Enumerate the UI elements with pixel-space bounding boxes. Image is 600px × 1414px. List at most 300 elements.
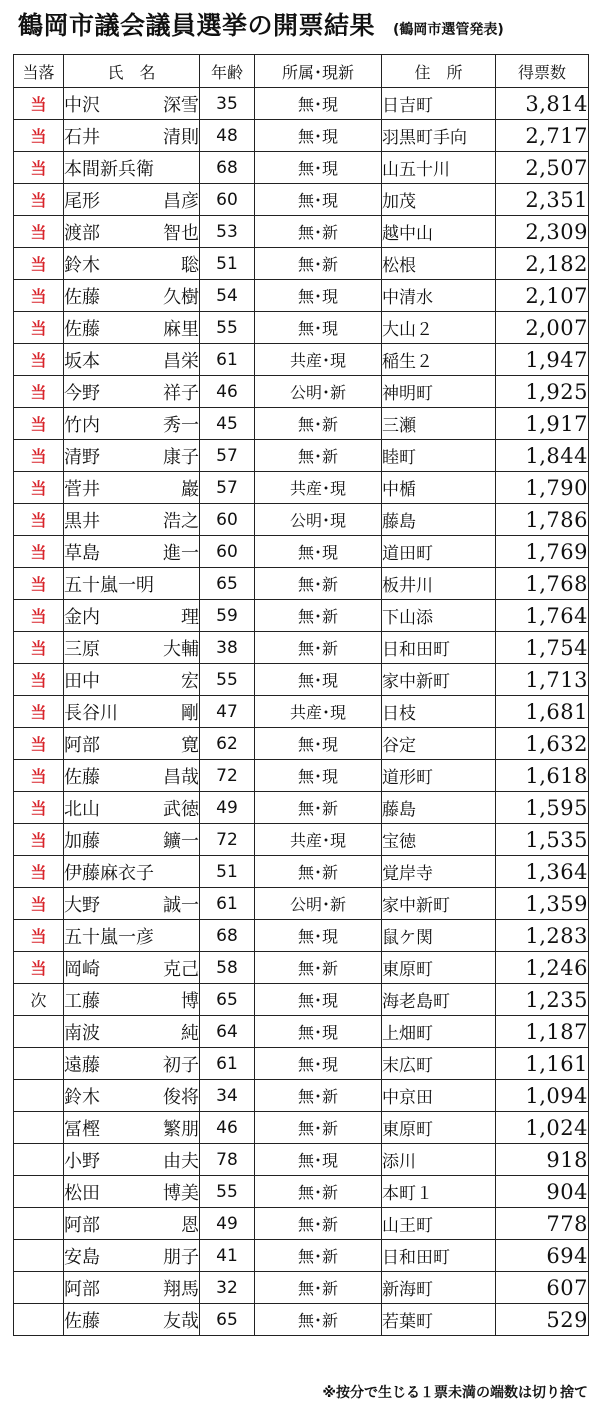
given-name: 恩 [181, 1214, 199, 1236]
table-row [14, 856, 589, 888]
candidate-name [64, 792, 200, 824]
table-row [14, 408, 589, 440]
status-mark: 当 [14, 952, 64, 984]
surname: 加藤 [64, 830, 100, 852]
table-row [14, 984, 589, 1016]
table-row [14, 1144, 589, 1176]
party-status: 無･現 [255, 1048, 382, 1080]
status-mark: 当 [14, 152, 64, 184]
candidate-address: 山五十川 [382, 152, 496, 184]
candidate-name [64, 1208, 200, 1240]
candidate-address: 鼠ケ関 [382, 920, 496, 952]
vote-count: 694 [496, 1240, 589, 1272]
status-mark: 当 [14, 344, 64, 376]
surname: 佐藤 [64, 318, 100, 340]
surname: 阿部 [64, 734, 100, 756]
candidate-name [64, 632, 200, 664]
candidate-name [64, 472, 200, 504]
candidate-address: 東原町 [382, 952, 496, 984]
status-mark [14, 1048, 64, 1080]
candidate-address: 越中山 [382, 216, 496, 248]
vote-count: 1,595 [496, 792, 589, 824]
party-status: 無･新 [255, 1272, 382, 1304]
status-mark: 当 [14, 824, 64, 856]
table-row [14, 1272, 589, 1304]
surname: 岡崎 [64, 958, 100, 980]
vote-count: 1,786 [496, 504, 589, 536]
table-row [14, 888, 589, 920]
candidate-name [64, 1176, 200, 1208]
surname: 阿部 [64, 1278, 100, 1300]
candidate-age: 61 [200, 344, 255, 376]
table-row [14, 664, 589, 696]
given-name: 翔馬 [163, 1278, 199, 1300]
surname: 遠藤 [64, 1054, 100, 1076]
candidate-name [64, 120, 200, 152]
table-row [14, 152, 589, 184]
vote-count: 1,790 [496, 472, 589, 504]
surname: 佐藤 [64, 766, 100, 788]
surname: 佐藤 [64, 1310, 100, 1332]
candidate-name [64, 536, 200, 568]
party-status: 無･現 [255, 984, 382, 1016]
candidate-age: 41 [200, 1240, 255, 1272]
party-status: 無･新 [255, 952, 382, 984]
candidate-address: 日吉町 [382, 88, 496, 120]
candidate-name [64, 408, 200, 440]
vote-count: 607 [496, 1272, 589, 1304]
vote-count: 1,187 [496, 1016, 589, 1048]
table-row [14, 728, 589, 760]
status-mark: 当 [14, 728, 64, 760]
candidate-name [64, 88, 200, 120]
status-mark: 当 [14, 664, 64, 696]
candidate-name [64, 984, 200, 1016]
candidate-address: 藤島 [382, 792, 496, 824]
table-row [14, 376, 589, 408]
given-name: 誠一 [163, 894, 199, 916]
candidate-name [64, 312, 200, 344]
given-name: 鑛一 [163, 830, 199, 852]
surname: 今野 [64, 382, 100, 404]
vote-count: 2,107 [496, 280, 589, 312]
surname: 伊藤麻衣子 [64, 862, 154, 884]
candidate-age: 60 [200, 536, 255, 568]
candidate-address: 松根 [382, 248, 496, 280]
party-status: 共産･現 [255, 344, 382, 376]
candidate-name [64, 696, 200, 728]
table-row [14, 632, 589, 664]
given-name: 巖 [181, 478, 199, 500]
party-status: 無･新 [255, 1176, 382, 1208]
party-status: 公明･新 [255, 376, 382, 408]
candidate-age: 68 [200, 920, 255, 952]
header-address: 住 所 [382, 55, 496, 88]
status-mark: 当 [14, 440, 64, 472]
table-row [14, 824, 589, 856]
candidate-name [64, 664, 200, 696]
vote-count: 1,535 [496, 824, 589, 856]
surname: 五十嵐一明 [64, 574, 154, 596]
surname: 渡部 [64, 222, 100, 244]
party-status: 無･新 [255, 1112, 382, 1144]
candidate-age: 78 [200, 1144, 255, 1176]
table-row [14, 1112, 589, 1144]
candidate-age: 62 [200, 728, 255, 760]
candidate-name [64, 1240, 200, 1272]
status-mark [14, 1208, 64, 1240]
surname: 安島 [64, 1246, 100, 1268]
candidate-age: 55 [200, 312, 255, 344]
candidate-name [64, 1304, 200, 1336]
party-status: 無･現 [255, 184, 382, 216]
given-name: 純 [181, 1022, 199, 1044]
candidate-name [64, 888, 200, 920]
party-status: 無･現 [255, 920, 382, 952]
party-status: 無･現 [255, 88, 382, 120]
results-body [14, 88, 589, 1336]
status-mark: 当 [14, 568, 64, 600]
table-row [14, 1048, 589, 1080]
party-status: 共産･現 [255, 696, 382, 728]
status-mark: 当 [14, 216, 64, 248]
vote-count: 1,768 [496, 568, 589, 600]
status-mark: 当 [14, 920, 64, 952]
table-row [14, 184, 589, 216]
surname: 黒井 [64, 510, 100, 532]
candidate-age: 32 [200, 1272, 255, 1304]
table-row [14, 312, 589, 344]
candidate-address: 道形町 [382, 760, 496, 792]
vote-count: 1,283 [496, 920, 589, 952]
candidate-address: 藤島 [382, 504, 496, 536]
given-name: 俊将 [163, 1086, 199, 1108]
vote-count: 1,769 [496, 536, 589, 568]
candidate-address: 宝徳 [382, 824, 496, 856]
given-name: 康子 [163, 446, 199, 468]
party-status: 無･新 [255, 856, 382, 888]
header-status: 当落 [14, 55, 64, 88]
candidate-address: 上畑町 [382, 1016, 496, 1048]
candidate-address: 日枝 [382, 696, 496, 728]
candidate-address: 中清水 [382, 280, 496, 312]
party-status: 無･新 [255, 408, 382, 440]
candidate-address: 羽黒町手向 [382, 120, 496, 152]
status-mark [14, 1112, 64, 1144]
given-name: 克己 [163, 958, 199, 980]
surname: 鈴木 [64, 254, 100, 276]
candidate-name [64, 344, 200, 376]
candidate-name [64, 1016, 200, 1048]
candidate-name [64, 568, 200, 600]
vote-count: 1,364 [496, 856, 589, 888]
candidate-name [64, 1272, 200, 1304]
status-mark: 当 [14, 632, 64, 664]
surname: 佐藤 [64, 286, 100, 308]
table-row [14, 920, 589, 952]
candidate-address: 下山添 [382, 600, 496, 632]
vote-count: 918 [496, 1144, 589, 1176]
given-name: 智也 [163, 222, 199, 244]
table-row [14, 696, 589, 728]
candidate-age: 45 [200, 408, 255, 440]
given-name: 博美 [163, 1182, 199, 1204]
candidate-address: 中楯 [382, 472, 496, 504]
surname: 五十嵐一彦 [64, 926, 154, 948]
candidate-address: 中京田 [382, 1080, 496, 1112]
table-row [14, 1176, 589, 1208]
vote-count: 529 [496, 1304, 589, 1336]
party-status: 無･現 [255, 152, 382, 184]
candidate-age: 65 [200, 568, 255, 600]
status-mark: 当 [14, 536, 64, 568]
party-status: 無･新 [255, 1240, 382, 1272]
vote-count: 2,507 [496, 152, 589, 184]
table-row [14, 952, 589, 984]
surname: 清野 [64, 446, 100, 468]
status-mark [14, 1176, 64, 1208]
candidate-age: 60 [200, 184, 255, 216]
status-mark [14, 1304, 64, 1336]
title-text: 鶴岡市議会議員選挙の開票結果 [18, 11, 376, 40]
party-status: 無･新 [255, 600, 382, 632]
table-row [14, 1080, 589, 1112]
vote-count: 1,681 [496, 696, 589, 728]
candidate-name [64, 856, 200, 888]
vote-count: 778 [496, 1208, 589, 1240]
table-row [14, 88, 589, 120]
candidate-name [64, 600, 200, 632]
header-name: 氏 名 [64, 55, 200, 88]
candidate-address: 道田町 [382, 536, 496, 568]
status-mark: 当 [14, 504, 64, 536]
candidate-address: 三瀬 [382, 408, 496, 440]
candidate-address: 末広町 [382, 1048, 496, 1080]
status-mark [14, 1080, 64, 1112]
table-row [14, 472, 589, 504]
given-name: 進一 [163, 542, 199, 564]
vote-count: 1,161 [496, 1048, 589, 1080]
candidate-age: 49 [200, 792, 255, 824]
party-status: 公明･新 [255, 888, 382, 920]
given-name: 武徳 [163, 798, 199, 820]
candidate-age: 58 [200, 952, 255, 984]
candidate-name [64, 728, 200, 760]
party-status: 公明･現 [255, 504, 382, 536]
candidate-address: 稲生２ [382, 344, 496, 376]
party-status: 無･現 [255, 728, 382, 760]
vote-count: 1,618 [496, 760, 589, 792]
status-mark [14, 1016, 64, 1048]
table-row [14, 504, 589, 536]
surname: 竹内 [64, 414, 100, 436]
surname: 三原 [64, 638, 100, 660]
given-name: 昌彦 [163, 190, 199, 212]
vote-count: 1,764 [496, 600, 589, 632]
vote-count: 1,094 [496, 1080, 589, 1112]
header-row [14, 55, 589, 88]
status-mark: 当 [14, 248, 64, 280]
vote-count: 1,246 [496, 952, 589, 984]
results-table [13, 54, 589, 1336]
party-status: 共産･現 [255, 472, 382, 504]
given-name: 聡 [181, 254, 199, 276]
surname: 冨樫 [64, 1118, 100, 1140]
candidate-address: 谷定 [382, 728, 496, 760]
candidate-name [64, 504, 200, 536]
given-name: 大輔 [163, 638, 199, 660]
table-row [14, 1016, 589, 1048]
status-mark: 当 [14, 184, 64, 216]
surname: 尾形 [64, 190, 100, 212]
footnote: ※按分で生じる１票未満の端数は切り捨て [322, 1385, 588, 1401]
candidate-address: 板井川 [382, 568, 496, 600]
candidate-age: 72 [200, 824, 255, 856]
header-party: 所属･現新 [255, 55, 382, 88]
vote-count: 1,754 [496, 632, 589, 664]
party-status: 無･現 [255, 536, 382, 568]
candidate-age: 46 [200, 1112, 255, 1144]
status-mark: 当 [14, 472, 64, 504]
surname: 松田 [64, 1182, 100, 1204]
given-name: 由夫 [163, 1150, 199, 1172]
surname: 草島 [64, 542, 100, 564]
candidate-age: 57 [200, 472, 255, 504]
table-row [14, 280, 589, 312]
table-row [14, 568, 589, 600]
party-status: 無･現 [255, 1144, 382, 1176]
surname: 田中 [64, 670, 100, 692]
vote-count: 904 [496, 1176, 589, 1208]
status-mark: 当 [14, 856, 64, 888]
surname: 大野 [64, 894, 100, 916]
given-name: 博 [181, 990, 199, 1012]
candidate-address: 睦町 [382, 440, 496, 472]
table-row [14, 440, 589, 472]
candidate-name [64, 760, 200, 792]
candidate-name [64, 1080, 200, 1112]
surname: 北山 [64, 798, 100, 820]
status-mark: 当 [14, 120, 64, 152]
party-status: 無･現 [255, 664, 382, 696]
given-name: 久樹 [163, 286, 199, 308]
candidate-age: 47 [200, 696, 255, 728]
party-status: 無･現 [255, 280, 382, 312]
table-row [14, 536, 589, 568]
table-row [14, 1304, 589, 1336]
candidate-address: 山王町 [382, 1208, 496, 1240]
given-name: 深雪 [163, 94, 199, 116]
status-mark: 当 [14, 696, 64, 728]
table-row [14, 760, 589, 792]
candidate-address: 新海町 [382, 1272, 496, 1304]
vote-count: 1,024 [496, 1112, 589, 1144]
party-status: 無･現 [255, 312, 382, 344]
candidate-age: 68 [200, 152, 255, 184]
vote-count: 2,007 [496, 312, 589, 344]
candidate-address: 日和田町 [382, 1240, 496, 1272]
vote-count: 1,844 [496, 440, 589, 472]
given-name: 宏 [181, 670, 199, 692]
table-row [14, 344, 589, 376]
vote-count: 2,351 [496, 184, 589, 216]
surname: 南波 [64, 1022, 100, 1044]
given-name: 初子 [163, 1054, 199, 1076]
surname: 金内 [64, 606, 100, 628]
candidate-address: 添川 [382, 1144, 496, 1176]
candidate-age: 65 [200, 984, 255, 1016]
candidate-address: 家中新町 [382, 664, 496, 696]
candidate-name [64, 1048, 200, 1080]
candidate-age: 34 [200, 1080, 255, 1112]
given-name: 麻里 [163, 318, 199, 340]
given-name: 祥子 [163, 382, 199, 404]
party-status: 無･現 [255, 120, 382, 152]
candidate-age: 54 [200, 280, 255, 312]
status-mark: 当 [14, 600, 64, 632]
party-status: 無･新 [255, 1208, 382, 1240]
surname: 本間新兵衛 [64, 158, 154, 180]
vote-count: 1,925 [496, 376, 589, 408]
party-status: 無･新 [255, 440, 382, 472]
surname: 石井 [64, 126, 100, 148]
candidate-address: 神明町 [382, 376, 496, 408]
candidate-age: 72 [200, 760, 255, 792]
given-name: 繁朋 [163, 1118, 199, 1140]
status-mark: 当 [14, 760, 64, 792]
given-name: 剛 [181, 702, 199, 724]
candidate-age: 51 [200, 856, 255, 888]
status-mark: 当 [14, 408, 64, 440]
candidate-name [64, 440, 200, 472]
candidate-address: 加茂 [382, 184, 496, 216]
vote-count: 2,717 [496, 120, 589, 152]
table-row [14, 600, 589, 632]
candidate-age: 53 [200, 216, 255, 248]
status-mark [14, 1272, 64, 1304]
candidate-age: 55 [200, 1176, 255, 1208]
given-name: 友哉 [163, 1310, 199, 1332]
surname: 鈴木 [64, 1086, 100, 1108]
candidate-address: 覚岸寺 [382, 856, 496, 888]
surname: 工藤 [64, 990, 100, 1012]
given-name: 秀一 [163, 414, 199, 436]
vote-count: 1,632 [496, 728, 589, 760]
candidate-address: 日和田町 [382, 632, 496, 664]
candidate-name [64, 1112, 200, 1144]
candidate-address: 若葉町 [382, 1304, 496, 1336]
candidate-age: 38 [200, 632, 255, 664]
status-mark: 当 [14, 280, 64, 312]
surname: 小野 [64, 1150, 100, 1172]
table-row [14, 1208, 589, 1240]
candidate-name [64, 216, 200, 248]
header-age: 年齢 [200, 55, 255, 88]
status-mark: 当 [14, 376, 64, 408]
party-status: 無･現 [255, 1016, 382, 1048]
vote-count: 1,359 [496, 888, 589, 920]
candidate-address: 本町１ [382, 1176, 496, 1208]
candidate-name [64, 376, 200, 408]
party-status: 無･新 [255, 568, 382, 600]
candidate-name [64, 920, 200, 952]
candidate-address: 東原町 [382, 1112, 496, 1144]
surname: 長谷川 [64, 702, 118, 724]
source-note: (鶴岡市選管発表) [393, 22, 504, 38]
party-status: 無･新 [255, 792, 382, 824]
table-row [14, 120, 589, 152]
status-mark: 次 [14, 984, 64, 1016]
